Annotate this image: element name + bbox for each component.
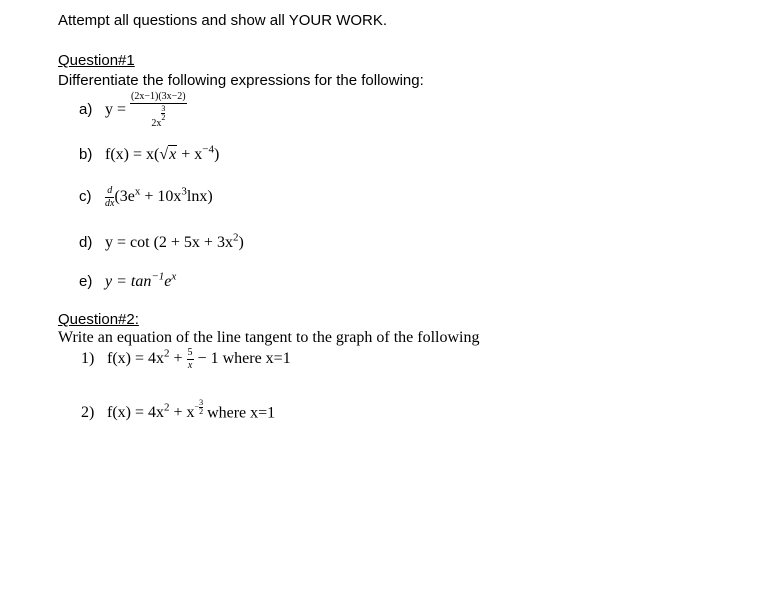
d-numerator: d	[105, 186, 114, 198]
item-1-plus: +	[169, 350, 187, 368]
item-e-exp1: −1	[151, 270, 165, 283]
question-2-item-1	[81, 348, 291, 371]
item-a-lhs: y =	[105, 101, 127, 119]
question-1-item-d	[79, 231, 244, 252]
question-2-heading: Question#2:	[58, 311, 139, 328]
question-1-item-c	[79, 186, 213, 209]
item-c-start: (3e	[114, 188, 135, 206]
item-1-exp: 2	[164, 347, 170, 360]
item-e-exp2: x	[171, 270, 177, 283]
item-1-start: f(x) = 4x	[107, 350, 165, 368]
exp-sign: −	[194, 402, 200, 412]
fraction-denominator: x	[187, 360, 193, 371]
item-c-exp-x: x	[134, 185, 141, 198]
item-label: 2)	[81, 404, 95, 422]
square-root: √x	[159, 146, 177, 163]
item-c-end: lnx)	[186, 188, 213, 206]
question-1-item-e	[79, 270, 177, 291]
item-e-expression	[105, 270, 177, 290]
radicand: x	[169, 146, 177, 163]
item-a-fraction	[130, 92, 187, 129]
item-label: b)	[79, 146, 93, 163]
item-2-where: where x=1	[203, 404, 276, 422]
question-1-instruction: Differentiate the following expressions for the following:	[58, 72, 424, 89]
item-2-start: f(x) = 4x	[107, 404, 165, 422]
item-e-start: y = tan	[105, 273, 152, 290]
question-2-instruction: Write an equation of the line tangent to the graph of the following	[58, 329, 480, 346]
item-b-end: )	[213, 146, 220, 163]
item-e-base: e	[164, 273, 172, 290]
item-1-expression	[107, 347, 219, 371]
instructions-text: Attempt all questions and show all YOUR WORK.	[58, 12, 388, 29]
item-b-expression	[105, 143, 220, 163]
exp-denominator: 2	[161, 113, 166, 122]
item-c-exp-3: 3	[181, 185, 187, 198]
d-denominator: dx	[105, 198, 115, 209]
question-2-item-2	[81, 399, 275, 422]
item-2-expression	[107, 398, 204, 422]
item-a-denominator-exponent	[161, 105, 165, 122]
question-1-item-b	[79, 143, 220, 164]
item-2-exp: 2	[164, 402, 170, 415]
item-1-where: where x=1	[218, 350, 291, 368]
question-1-item-a	[79, 92, 187, 129]
item-d-expression	[105, 231, 244, 251]
fraction-numerator: 5	[187, 347, 193, 358]
item-2-exponent	[195, 399, 204, 416]
item-b-middle: + x	[177, 146, 203, 163]
item-label: e)	[79, 273, 93, 290]
item-a-denominator-base: 2x	[151, 118, 162, 129]
item-c-expression	[114, 185, 213, 206]
item-label: d)	[79, 234, 93, 251]
item-a-denominator	[130, 104, 187, 129]
item-d-exp: 2	[232, 231, 239, 244]
item-b-exponent: −4	[202, 143, 214, 156]
item-b-lhs: f(x) = x(	[105, 146, 160, 163]
item-d-start: y = cot (2 + 5x + 3x	[105, 234, 233, 251]
item-2-plus: + x	[169, 404, 195, 422]
item-1-end: − 1	[193, 350, 219, 368]
exp-numerator: 3	[161, 104, 166, 113]
item-label: c)	[79, 188, 92, 206]
item-a-numerator: (2x−1)(3x−2)	[131, 91, 186, 102]
exp-denominator: 2	[199, 407, 204, 416]
item-d-end: )	[238, 234, 244, 251]
exp-numerator: 3	[199, 398, 204, 407]
item-label: 1)	[81, 350, 95, 368]
item-1-fraction	[187, 348, 194, 371]
item-c-mid: + 10x	[140, 188, 182, 206]
item-label: a)	[79, 101, 93, 119]
question-1-heading: Question#1	[58, 52, 135, 69]
